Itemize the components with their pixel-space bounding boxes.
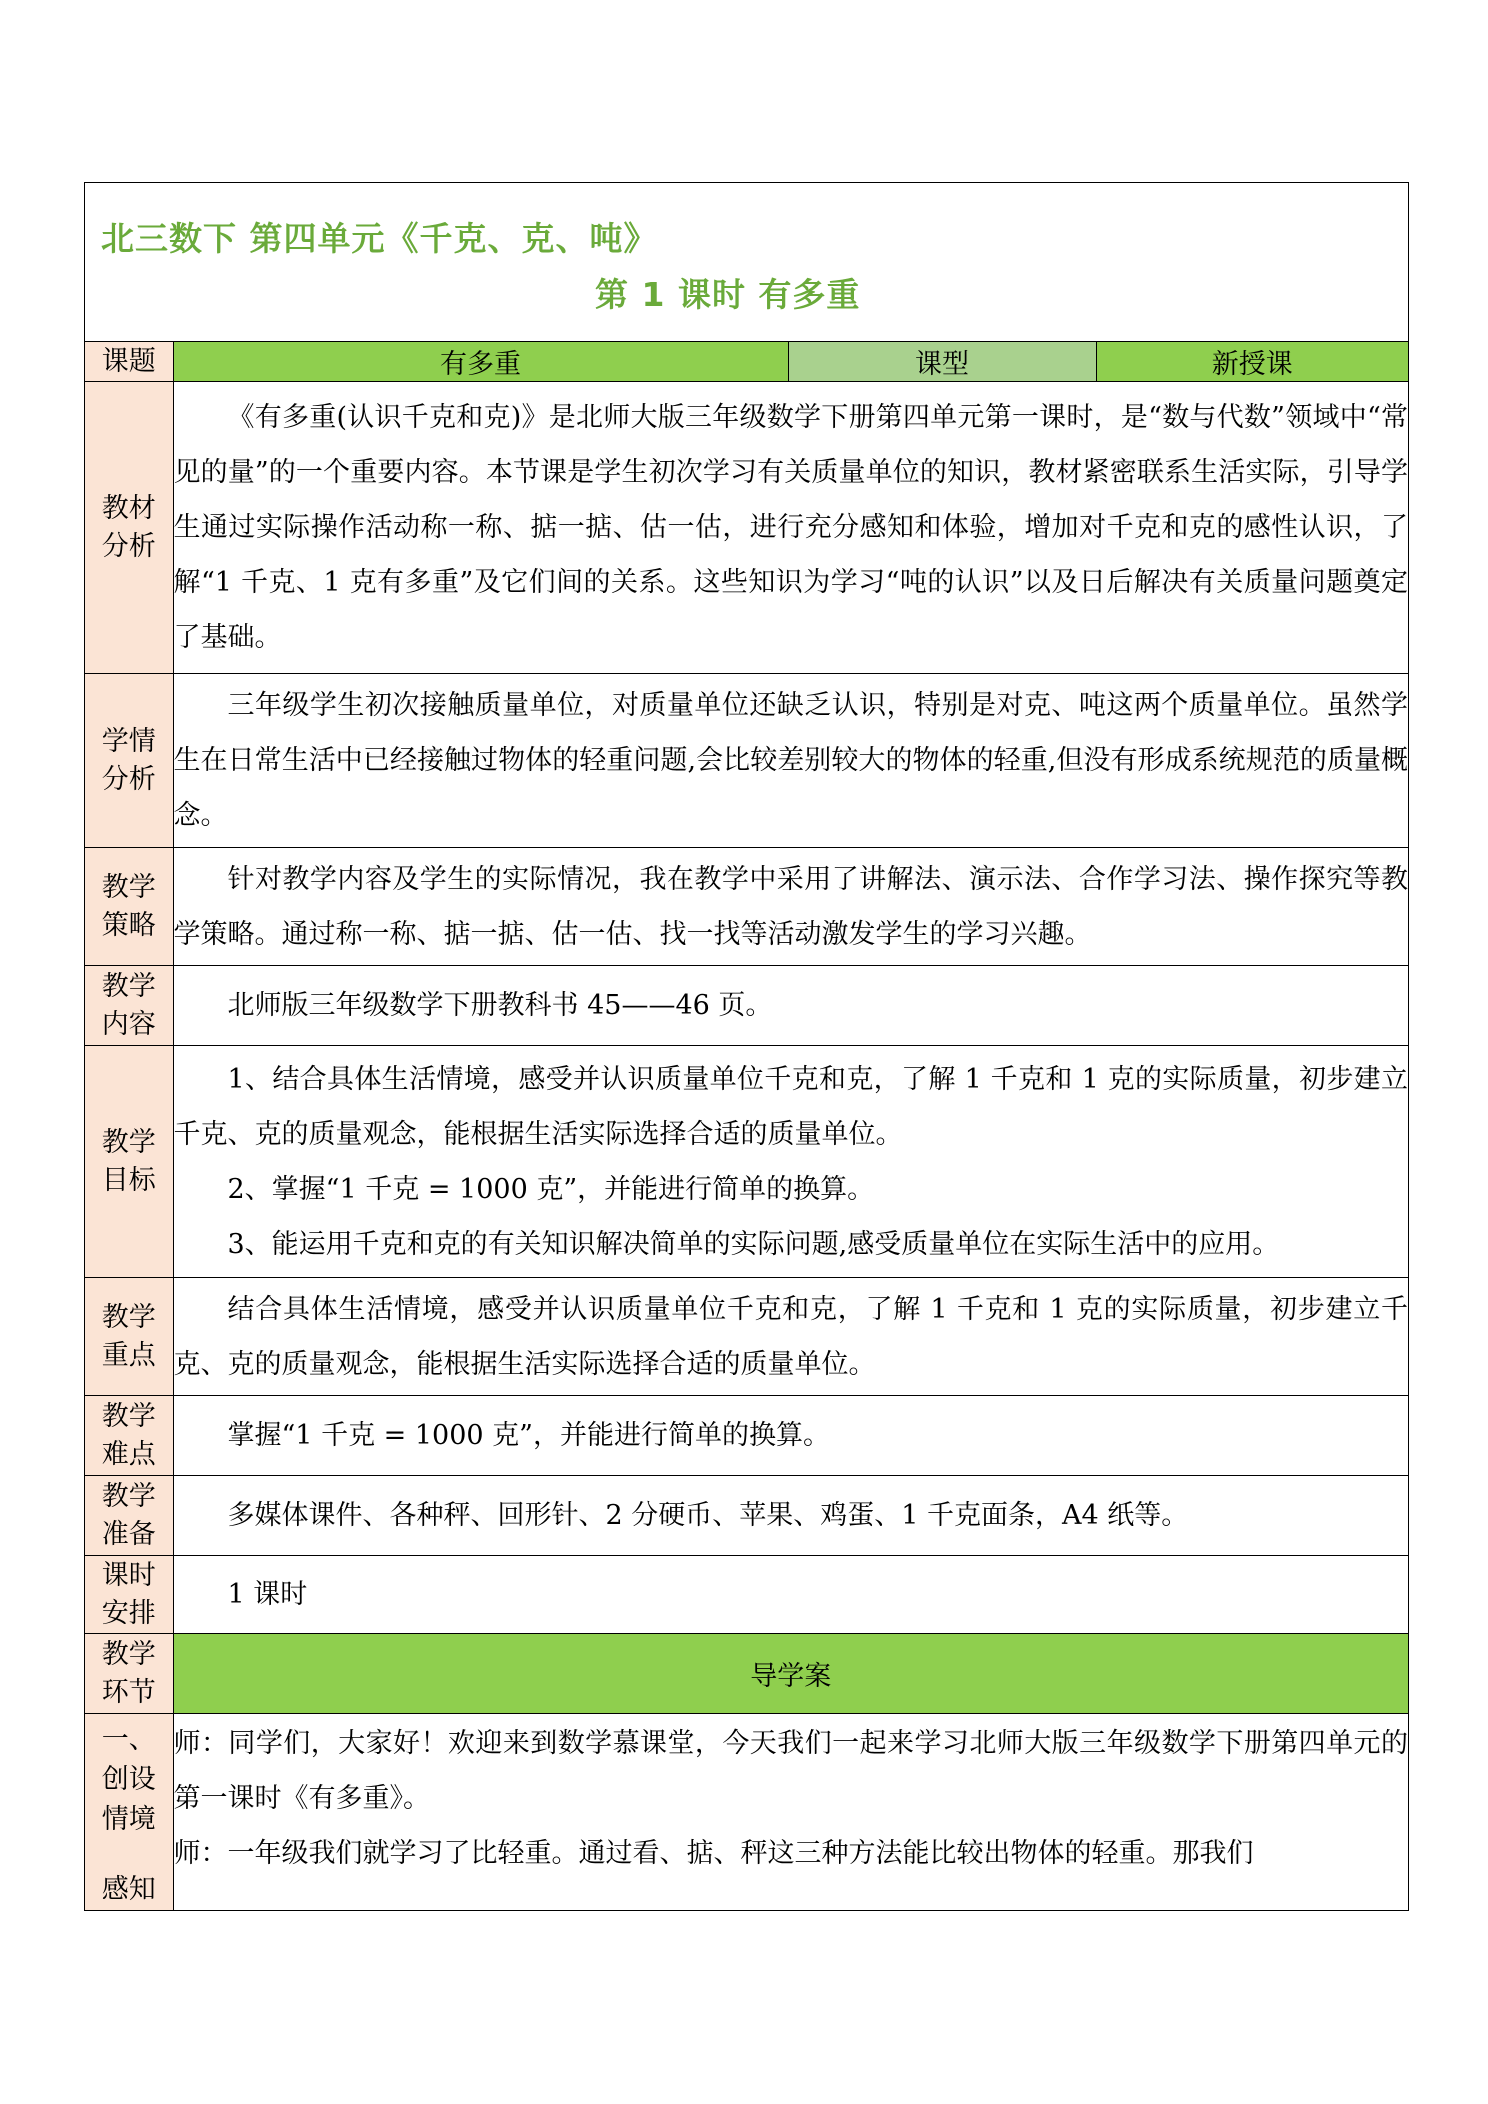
content-difficulties xyxy=(173,1396,1408,1476)
row-preparation xyxy=(85,1476,1408,1556)
content-teaching-content xyxy=(173,966,1408,1046)
content-key-points xyxy=(173,1278,1408,1396)
content-teaching-strategy xyxy=(173,848,1408,966)
row-teaching-section xyxy=(85,1634,1408,1714)
content-teaching-goals xyxy=(173,1046,1408,1278)
content-textbook-analysis xyxy=(173,382,1408,674)
paragraph: 北师版三年级数学下册教科书 45——46 页。 xyxy=(227,990,773,1021)
label-schedule: 课时 安排 xyxy=(85,1556,173,1634)
lesson-title: 第 1 课时 有多重 xyxy=(595,275,861,314)
row-teaching-content xyxy=(85,966,1408,1046)
lesson-table xyxy=(85,342,1408,1910)
row-teaching-goals xyxy=(85,1046,1408,1278)
goal-item: 2、掌握“1 千克 = 1000 克”，并能进行简单的换算。 xyxy=(227,1173,875,1205)
label-difficulties: 教学 难点 xyxy=(85,1396,173,1476)
topic-label: 课题 xyxy=(85,342,173,382)
label-key-points: 教学 重点 xyxy=(85,1278,173,1396)
row-difficulties xyxy=(85,1396,1408,1476)
row-key-points xyxy=(85,1278,1408,1396)
row-schedule xyxy=(85,1556,1408,1634)
label-teaching-strategy: 教学 策略 xyxy=(85,848,173,966)
row-student-analysis xyxy=(85,674,1408,848)
label-preparation: 教学 准备 xyxy=(85,1476,173,1556)
guide-title: 导学案 xyxy=(173,1634,1408,1714)
goal-item: 3、能运用千克和克的有关知识解决简单的实际问题,感受质量单位在实际生活中的应用。 xyxy=(227,1228,1280,1260)
content-schedule xyxy=(173,1556,1408,1634)
label-teaching-goals: 教学 目标 xyxy=(85,1046,173,1278)
row-textbook-analysis xyxy=(85,382,1408,674)
paragraph: 《有多重(认识千克和克)》是北师大版三年级数学下册第四单元第一课时，是“数与代数”领域中“常见的量”的一个重要内容。本节课是学生初次学习有关质量单位的知识，教材紧密联系生活实际，引导学生通过实际操作活动称一称、掂一掂、估一估，进行充分感知和体验，增加对千克和克的感性认识，了解“1 千克、1 克有多重”及它们间的关系。这些知识为学习“吨的认识”以及日后解决有关质量问题奠定了基础。 xyxy=(173,402,1408,653)
paragraph: 掌握“1 千克 = 1000 克”，并能进行简单的换算。 xyxy=(227,1420,830,1451)
lesson-plan-sheet xyxy=(84,182,1409,1911)
unit-title: 北三数下 第四单元《千克、克、吨》 xyxy=(101,219,658,258)
goal-item: 1、结合具体生活情境，感受并认识质量单位千克和克，了解 1 千克和 1 克的实际质量，初步建立千克、克的质量观念，能根据生活实际选择合适的质量单位。 xyxy=(173,1063,1408,1150)
paragraph: 三年级学生初次接触质量单位，对质量单位还缺乏认识，特别是对克、吨这两个质量单位。虽然学生在日常生活中已经接触过物体的轻重问题,会比较差别较大的物体的轻重,但没有形成系统规范的质量概念。 xyxy=(173,690,1408,831)
row-situation xyxy=(85,1714,1408,1911)
paragraph: 师：同学们，大家好！欢迎来到数学慕课堂，今天我们一起来学习北师大版三年级数学下册第四单元的第一课时《有多重》。 xyxy=(173,1728,1408,1814)
label-textbook-analysis: 教材 分析 xyxy=(85,382,173,674)
label-student-analysis: 学情 分析 xyxy=(85,674,173,848)
type-label: 课型 xyxy=(788,342,1096,382)
label-situation: 一、 创设 情境 感知 xyxy=(85,1714,173,1911)
label-teaching-section: 教学 环节 xyxy=(85,1634,173,1714)
label-teaching-content: 教学 内容 xyxy=(85,966,173,1046)
paragraph: 1 课时 xyxy=(227,1579,308,1610)
topic-value: 有多重 xyxy=(173,342,788,382)
paragraph: 多媒体课件、各种秤、回形针、2 分硬币、苹果、鸡蛋、1 千克面条，A4 纸等。 xyxy=(227,1500,1189,1531)
row-teaching-strategy xyxy=(85,848,1408,966)
paragraph: 结合具体生活情境，感受并认识质量单位千克和克，了解 1 千克和 1 克的实际质量，初步建立千克、克的质量观念，能根据生活实际选择合适的质量单位。 xyxy=(173,1293,1408,1380)
paragraph: 师：一年级我们就学习了比轻重。通过看、掂、秤这三种方法能比较出物体的轻重。那我们 xyxy=(173,1838,1254,1869)
paragraph: 针对教学内容及学生的实际情况，我在教学中采用了讲解法、演示法、合作学习法、操作探究等教学策略。通过称一称、掂一掂、估一估、找一找等活动激发学生的学习兴趣。 xyxy=(173,863,1408,950)
type-value: 新授课 xyxy=(1096,342,1408,382)
content-student-analysis xyxy=(173,674,1408,848)
content-preparation xyxy=(173,1476,1408,1556)
content-situation xyxy=(173,1714,1408,1911)
topic-row xyxy=(85,342,1408,382)
title-box xyxy=(85,183,1408,342)
